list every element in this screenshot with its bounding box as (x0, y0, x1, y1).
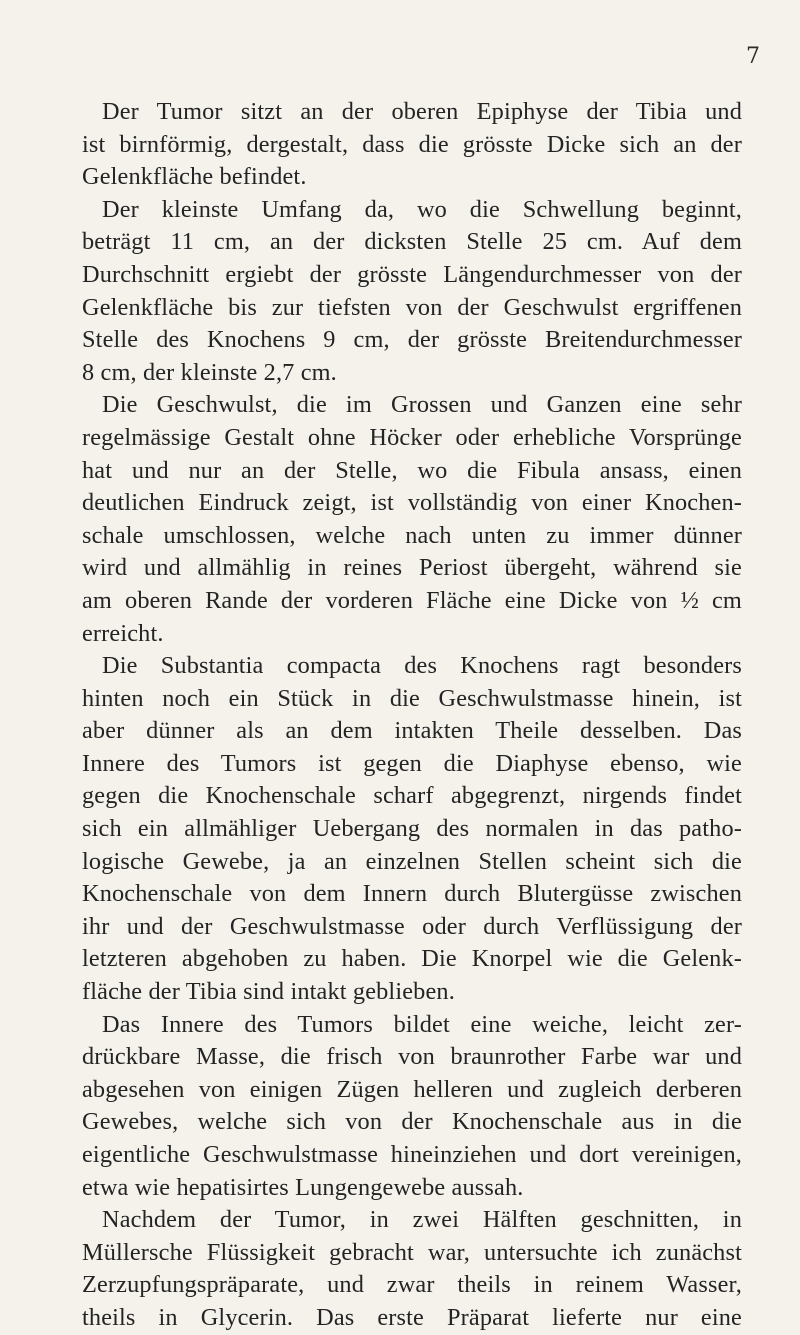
text-line: regelmässige Gestalt ohne Höcker oder erhebliche Vorsprünge (82, 423, 742, 451)
body-text (82, 96, 742, 1335)
text-line: Stelle des Knochens 9 cm, der grösste Breitendurchmesser (82, 326, 742, 354)
text-line: Der Tumor sitzt an der oberen Epiphyse der Tibia und (102, 98, 742, 125)
text-line: abgesehen von einigen Zügen helleren und zugleich derberen (82, 1075, 742, 1103)
text-line: wird und allmählig in reines Periost übergeht, während sie (82, 554, 742, 582)
text-line: aber dünner als an dem intakten Theile desselben. Das (82, 717, 742, 745)
text-line: fläche der Tibia sind intakt geblieben. (82, 978, 455, 1006)
text-line: eigentliche Geschwulstmasse hineinziehen und dort vereinigen, (82, 1141, 742, 1168)
text-line: Innere des Tumors ist gegen die Diaphyse ebenso, wie (82, 749, 742, 777)
text-line: Gewebes, welche sich von der Knochenschale aus in die (82, 1108, 742, 1136)
text-line: theils in Glycerin. Das erste Präparat lieferte nur eine (82, 1303, 742, 1331)
text-line: ist birnförmig, dergestalt, dass die grösste Dicke sich an der (82, 130, 742, 158)
text-line: schale umschlossen, welche nach unten zu immer dünner (82, 521, 742, 549)
text-line: hat und nur an der Stelle, wo die Fibula ansass, einen (82, 456, 742, 484)
text-line: erreicht. (82, 619, 164, 647)
text-line: am oberen Rande der vorderen Fläche eine Dicke von ½ cm (82, 586, 742, 614)
text-line: ihr und der Geschwulstmasse oder durch Verflüssigung der (82, 912, 742, 940)
text-line: letzteren abgehoben zu haben. Die Knorpel wie die Gelenk- (82, 945, 742, 973)
text-line: Das Innere des Tumors bildet eine weiche, leicht zer- (102, 1010, 742, 1038)
text-line: sich ein allmähliger Uebergang des normalen in das patho- (82, 815, 742, 843)
text-line: gegen die Knochenschale scharf abgegrenzt, nirgends findet (82, 782, 742, 810)
text-line: Nachdem der Tumor, in zwei Hälften geschnitten, in (102, 1206, 742, 1234)
text-line: Zerzupfungspräparate, und zwar theils in reinem Wasser, (82, 1271, 742, 1299)
text-line: Der kleinste Umfang da, wo die Schwellung beginnt, (102, 195, 742, 223)
text-line: etwa wie hepatisirtes Lungengewebe aussah. (82, 1173, 524, 1201)
text-line: drückbare Masse, die frisch von braunrother Farbe war und (82, 1043, 742, 1071)
page-number: 7 (746, 44, 760, 69)
text-line: hinten noch ein Stück in die Geschwulstmasse hinein, ist (82, 684, 742, 712)
text-line: Gelenkfläche befindet. (82, 163, 307, 191)
text-line: Die Substantia compacta des Knochens ragt besonders (102, 652, 742, 680)
text-line: 8 cm, der kleinste 2,7 cm. (82, 358, 337, 386)
text-line: logische Gewebe, ja an einzelnen Stellen scheint sich die (82, 847, 742, 875)
text-line: Durchschnitt ergiebt der grösste Längendurchmesser von der (82, 260, 742, 288)
text-line: deutlichen Eindruck zeigt, ist vollständig von einer Knochen- (82, 489, 742, 517)
text-line: Knochenschale von dem Innern durch Blutergüsse zwischen (82, 880, 742, 908)
text-line: beträgt 11 cm, an der dicksten Stelle 25 cm. Auf dem (82, 228, 742, 256)
text-line: Die Geschwulst, die im Grossen und Ganzen eine sehr (102, 391, 742, 419)
text-line: Gelenkfläche bis zur tiefsten von der Geschwulst ergriffenen (82, 293, 742, 321)
text-line: Müllersche Flüssigkeit gebracht war, untersuchte ich zunächst (82, 1238, 742, 1266)
